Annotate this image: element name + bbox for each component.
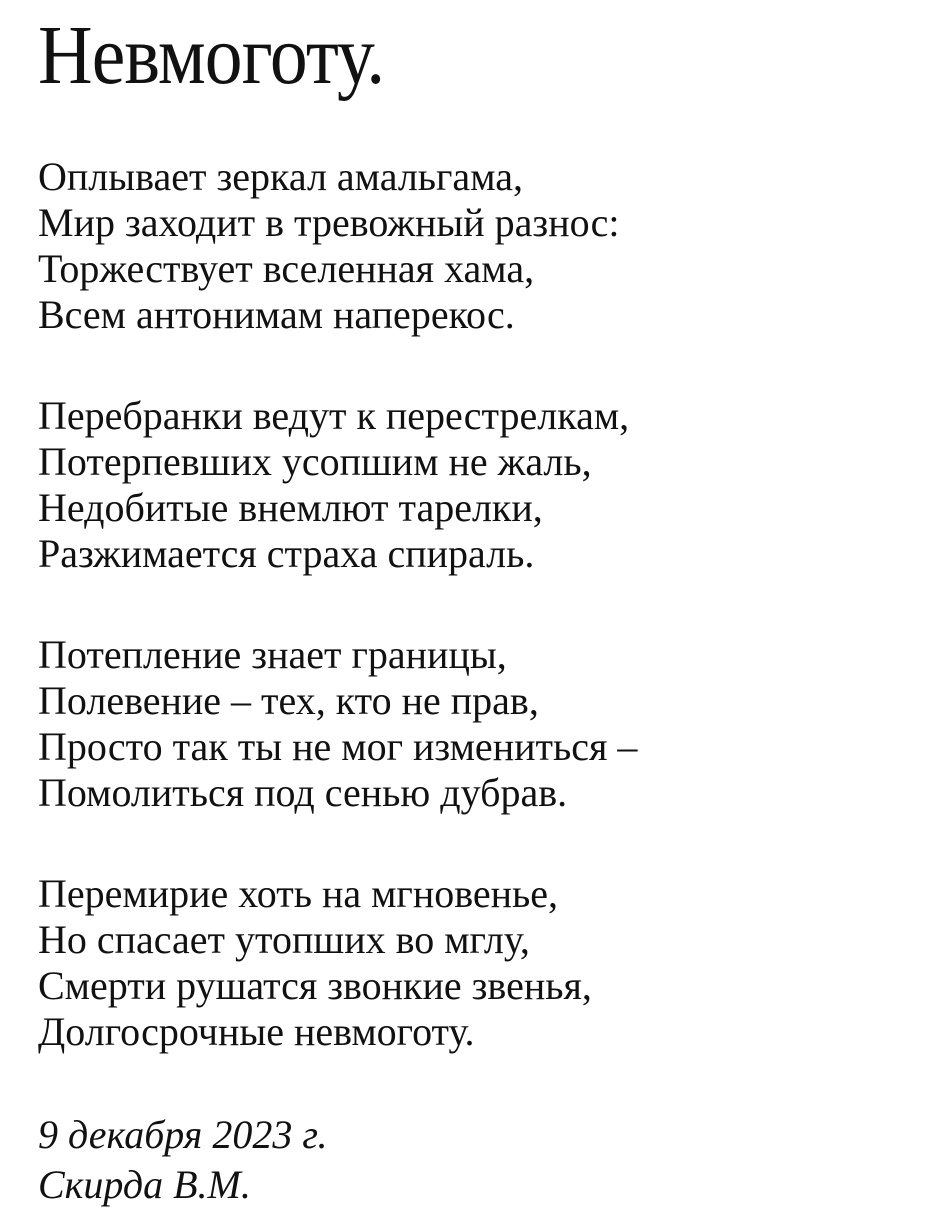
stanza-1: [38, 154, 928, 338]
poem-body: [38, 154, 928, 1210]
poem-line: Мир заходит в тревожный разнос:: [38, 200, 620, 245]
poem-line: Просто так ты не мог измениться –: [38, 724, 638, 769]
poem-line: Перемирие хоть на мгновенье,: [38, 871, 559, 916]
poem-line: Но спасает утопших во мглу,: [38, 917, 530, 962]
poem-line: Разжимается страха спираль.: [38, 531, 535, 576]
stanza-2: [38, 393, 928, 577]
poem-page: [38, 9, 928, 1210]
poem-line: Потепление знает границы,: [38, 632, 507, 677]
poem-author: Скирда В.М.: [38, 1162, 251, 1207]
poem-line: Потерпевших усопшим не жаль,: [38, 439, 592, 484]
signature-block: [38, 1110, 928, 1210]
stanza-4: [38, 871, 928, 1055]
poem-line: Долгосрочные невмоготу.: [38, 1009, 475, 1054]
poem-line: Всем антонимам наперекос.: [38, 292, 515, 337]
poem-date: 9 декабря 2023 г.: [38, 1112, 328, 1157]
poem-line: Перебранки ведут к перестрелкам,: [38, 393, 630, 438]
poem-title: Невмоготу.: [38, 9, 385, 102]
poem-line: Оплывает зеркал амальгама,: [38, 154, 523, 199]
poem-line: Полевение – тех, кто не прав,: [38, 678, 539, 723]
stanza-3: [38, 632, 928, 816]
poem-line: Недобитые внемлют тарелки,: [38, 485, 543, 530]
poem-line: Торжествует вселенная хама,: [38, 246, 535, 291]
poem-line: Помолиться под сенью дубрав.: [38, 770, 568, 815]
poem-line: Смерти рушатся звонкие звенья,: [38, 963, 592, 1008]
